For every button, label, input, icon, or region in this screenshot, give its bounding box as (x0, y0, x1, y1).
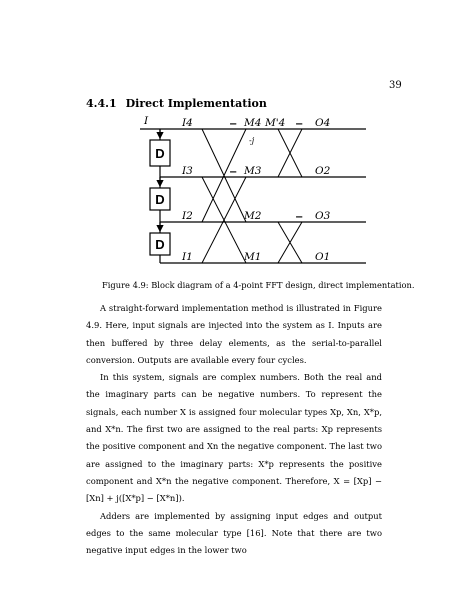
label-i2: I2 (182, 210, 193, 222)
minus-sign-o3: − (295, 212, 304, 223)
section-number: 4.4.1 (86, 97, 117, 110)
label-neg-j: -j (249, 136, 255, 145)
label-o3: O3 (315, 210, 331, 222)
label-m4-prime: M'4 (265, 117, 286, 129)
section-title: Direct Implementation (125, 97, 267, 110)
section-heading (86, 97, 267, 110)
fft-block-diagram (140, 112, 370, 272)
label-o4: O4 (315, 117, 331, 129)
label-o2: O2 (315, 165, 331, 177)
minus-sign-m3: − (229, 167, 238, 178)
delay-label-3: D (155, 237, 165, 252)
label-m1: M1 (244, 251, 262, 263)
page-number: 39 (389, 80, 402, 91)
delay-label-2: D (155, 192, 165, 207)
label-i1: I1 (182, 251, 193, 263)
paragraph-3: Adders are implemented by assigning input edges and output edges to the same molecular type [16]. Note that there are two negative input edges in the lower two (86, 510, 382, 556)
minus-sign-o4: − (295, 119, 304, 130)
label-i4: I4 (182, 117, 193, 129)
label-m2: M2 (244, 210, 262, 222)
label-input: I (144, 115, 149, 127)
delay-label-1: D (155, 146, 165, 161)
figure-caption: Figure 4.9: Block diagram of a 4-point FFT design, direct implementation. (102, 280, 415, 290)
body-text (86, 300, 382, 559)
label-m4: M4 (244, 117, 262, 129)
paragraph-1: A straight-forward implementation method is illustrated in Figure 4.9. Here, input signals are injected into the system as I. Inputs are then buffered by three delay elements, as the serial-to-parallel conversion. Outputs are available every four cycles. (86, 303, 382, 365)
label-o1: O1 (315, 251, 331, 263)
label-i3: I3 (182, 165, 193, 177)
paragraph-2: In this system, signals are complex numbers. Both the real and the imaginary parts can be negative numbers. To represent the signals, each number X is assigned four molecular types Xp, Xn, X*p, and X*n. The first two are assigned to the real parts: Xp represents the positive component and Xn the negative component. The last two are assigned to the imaginary parts: X*p represents the positive component and X*n the negative component. Therefore, X = [Xp] − [Xn] + j([X*p] − [X*n]). (86, 372, 382, 504)
label-m3: M3 (244, 165, 262, 177)
minus-sign-m4: − (229, 119, 238, 130)
